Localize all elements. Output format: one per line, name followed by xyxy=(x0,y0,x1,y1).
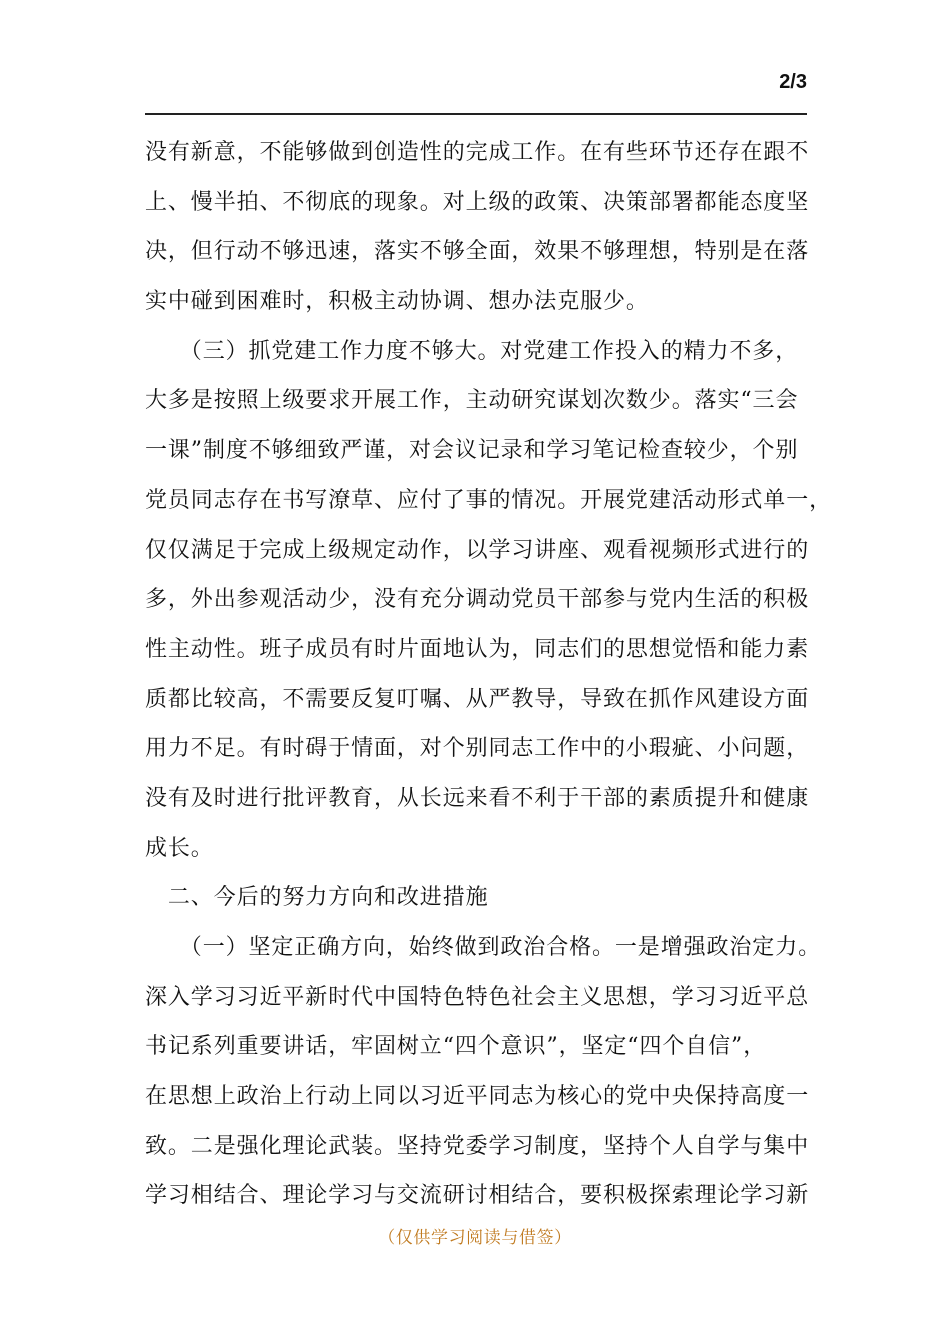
text-line: 决，但行动不够迅速，落实不够全面，效果不够理想，特别是在落 xyxy=(145,239,810,265)
text-line: 没有新意，不能够做到创造性的完成工作。在有些环节还存在跟不 xyxy=(145,140,810,165)
text-line: 致。二是强化理论武装。坚持党委学习制度，坚持个人自学与集中 xyxy=(145,1133,810,1159)
header-divider xyxy=(145,113,807,115)
text-line: 一课”制度不够细致严谨，对会议记录和学习笔记检查较少，个别 xyxy=(145,438,799,464)
text-line: 上、慢半拍、不彻底的现象。对上级的政策、决策部署都能态度坚 xyxy=(145,189,810,215)
text-line: （三）抓党建工作力度不够大。对党建工作投入的精力不多， xyxy=(145,338,799,364)
text-line: 成长。 xyxy=(145,835,214,861)
text-line: 质都比较高，不需要反复叮嘱、从严教导，导致在抓作风建设方面 xyxy=(145,686,810,712)
text-line: 书记系列重要讲话，牢固树立“四个意识”，坚定“四个自信”， xyxy=(145,1034,767,1060)
section-heading: 二、今后的努力方向和改进措施 xyxy=(145,885,489,911)
text-line: 大多是按照上级要求开展工作，主动研究谋划次数少。落实“三会 xyxy=(145,388,799,414)
text-line: （一）坚定正确方向，始终做到政治合格。一是增强政治定力。 xyxy=(145,935,822,960)
footer-note: （仅供学习阅读与借签） xyxy=(378,1228,572,1248)
body-text xyxy=(145,128,833,1221)
text-line: 党员同志存在书写潦草、应付了事的情况。开展党建活动形式单一， xyxy=(145,487,833,513)
text-line: 学习相结合、理论学习与交流研讨相结合，要积极探索理论学习新 xyxy=(145,1183,810,1209)
text-line: 深入学习习近平新时代中国特色特色社会主义思想，学习习近平总 xyxy=(145,984,810,1010)
text-line: 没有及时进行批评教育，从长远来看不利于干部的素质提升和健康 xyxy=(145,785,810,811)
text-line: 实中碰到困难时，积极主动协调、想办法克服少。 xyxy=(145,289,649,315)
text-line: 用力不足。有时碍于情面，对个别同志工作中的小瑕疵、小问题， xyxy=(145,736,810,762)
page-number: 2/3 xyxy=(779,71,807,93)
text-line: 仅仅满足于完成上级规定动作，以学习讲座、观看视频形式进行的 xyxy=(145,537,810,563)
text-line: 在思想上政治上行动上同以习近平同志为核心的党中央保持高度一 xyxy=(145,1084,810,1110)
text-line: 多，外出参观活动少，没有充分调动党员干部参与党内生活的积极 xyxy=(145,587,810,613)
text-line: 性主动性。班子成员有时片面地认为，同志们的思想觉悟和能力素 xyxy=(145,636,810,662)
